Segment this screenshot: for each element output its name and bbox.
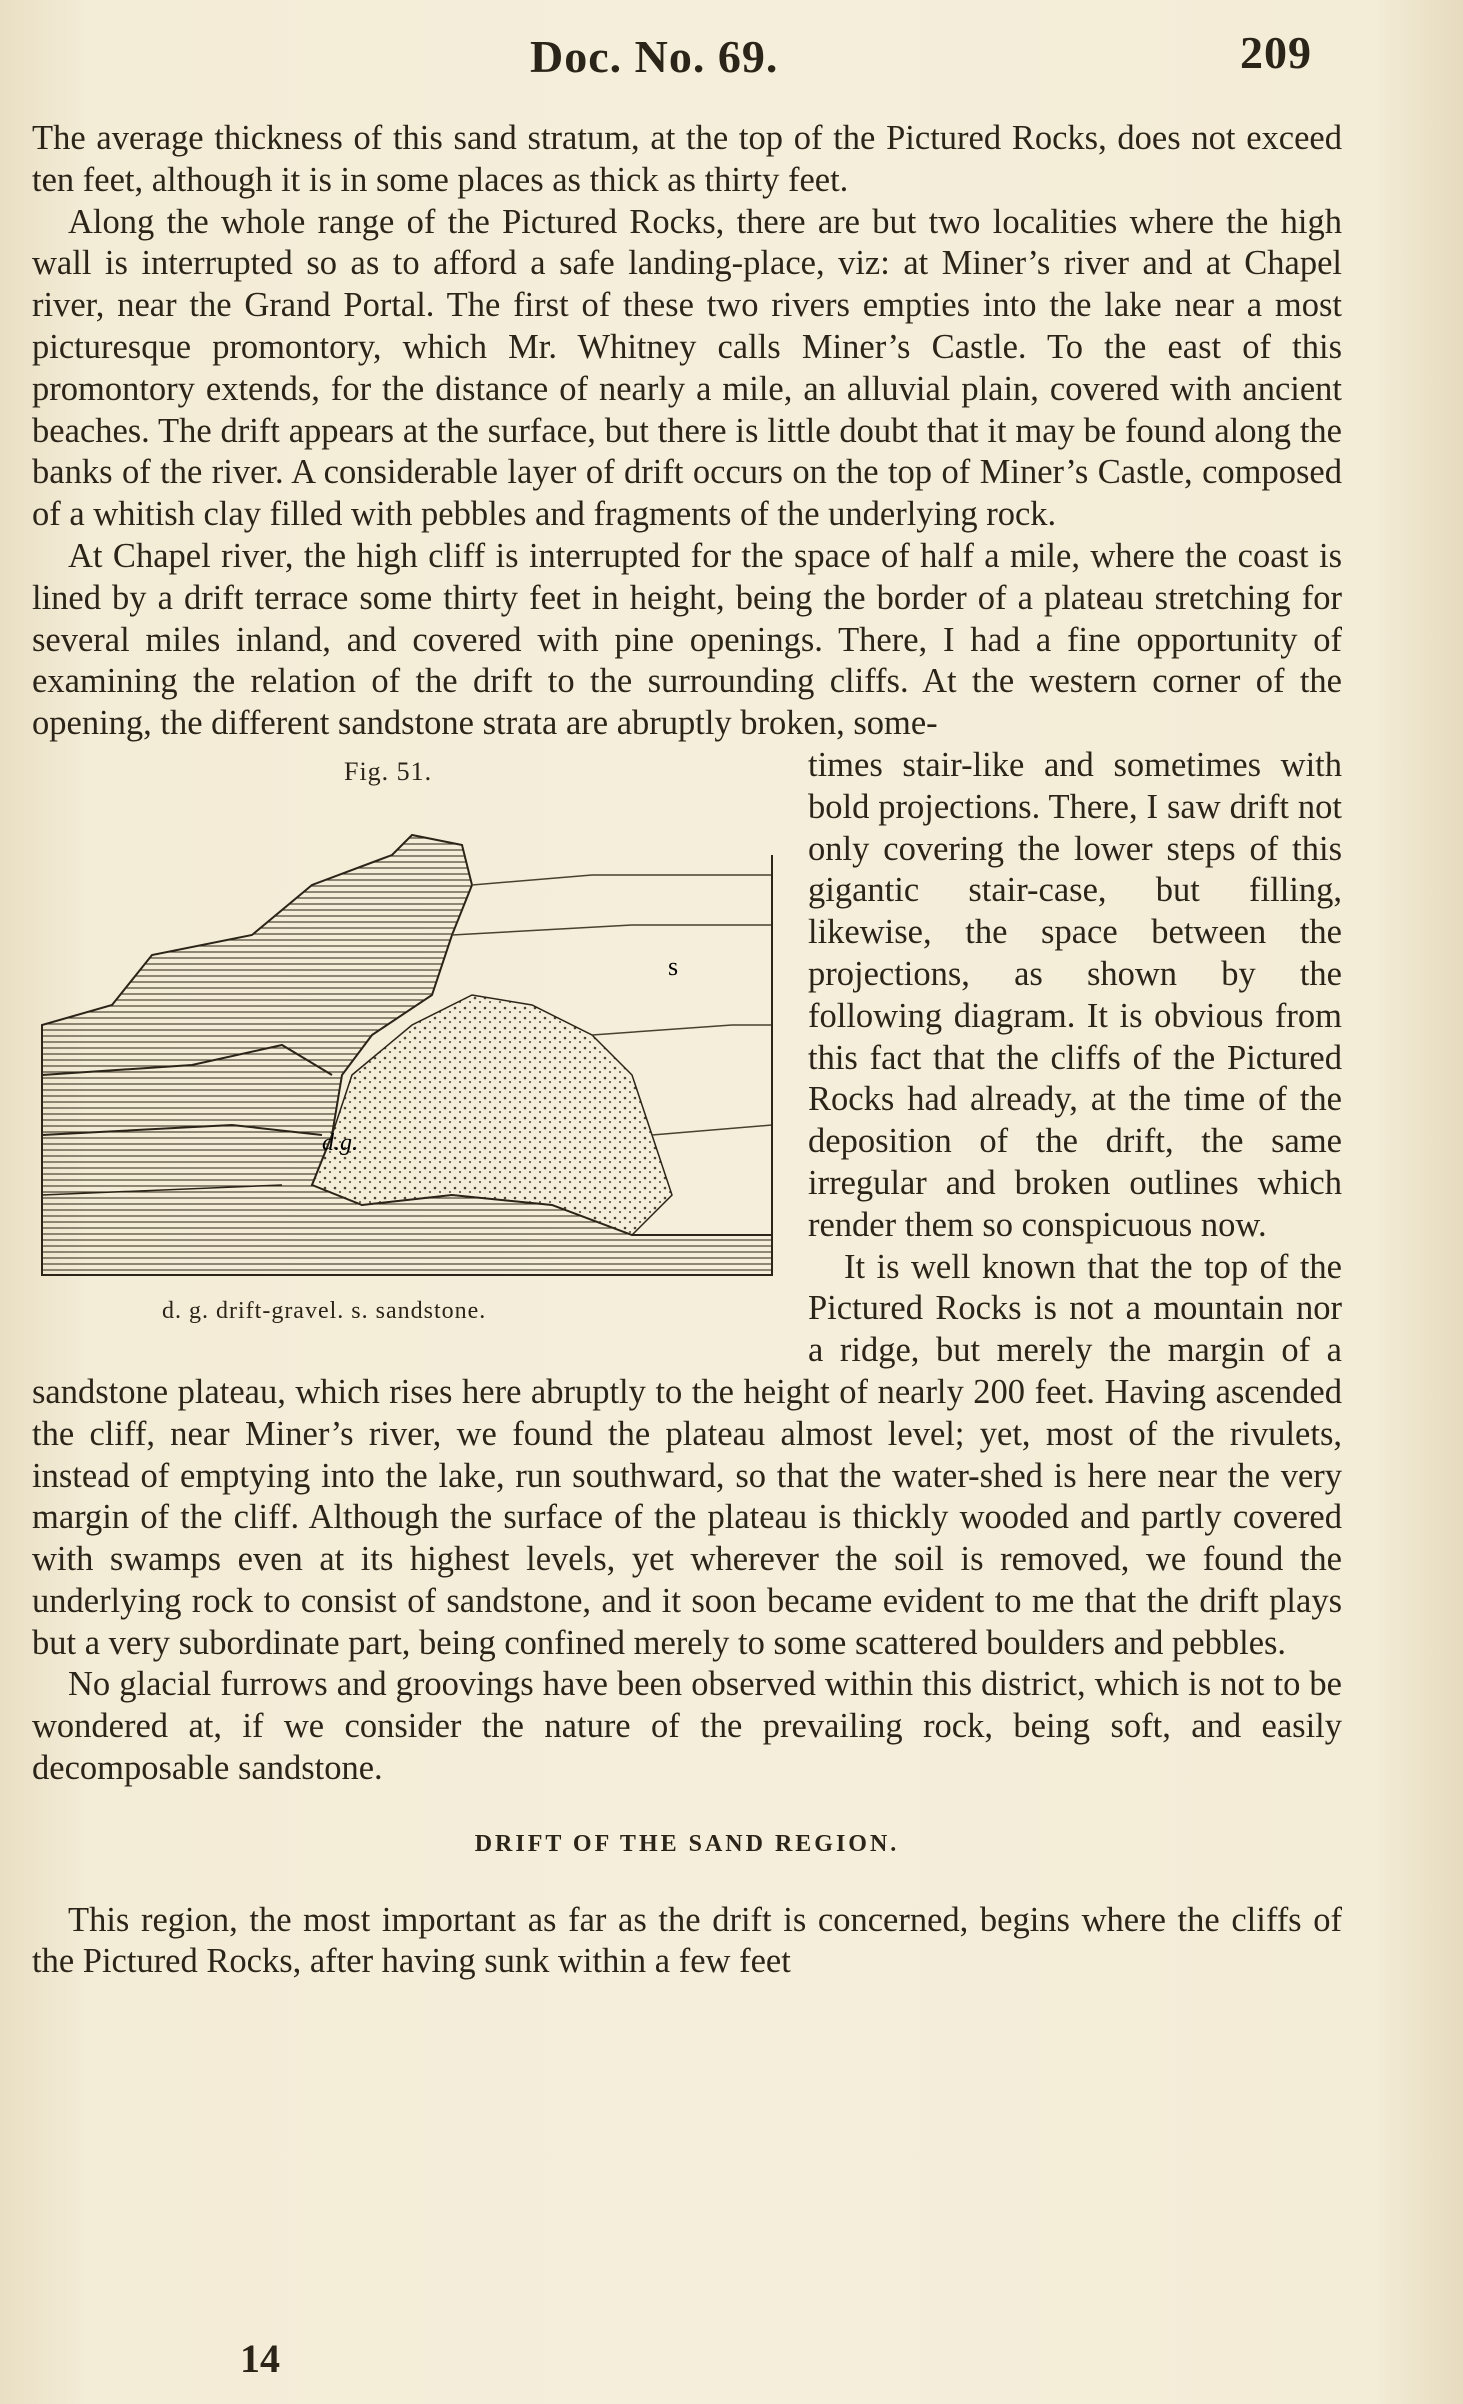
doc-number: Doc. No. 69. xyxy=(530,31,779,82)
figure-51 xyxy=(32,745,790,1337)
paragraph-2: Along the whole range of the Pictured Rocks, there are but two localities where the high wall is interrupted so as to afford a safe landing-place, viz: at Miner’s river and at Chapel river, near the Grand Portal. The first of these two rivers empties into the lake near a most picturesque promontory, which Mr. Whitney calls Miner’s Castle. To the east of this promontory extends, for the distance of nearly a mile, an alluvial plain, covered with ancient beaches. The drift appears at the surface, but there is little doubt that it may be found along the banks of the river. A considerable layer of drift occurs on the top of Miner’s Castle, composed of a whitish clay filled with pebbles and fragments of the underlying rock. xyxy=(32,202,1342,534)
label-dg: d.g. xyxy=(322,1129,358,1156)
section-heading: DRIFT OF THE SAND REGION. xyxy=(474,1830,900,1857)
paragraph-4: It is well known that the top of the Pictured Rocks is not a mountain nor a ridge, but merely the margin of a sandstone plateau, which rises here abruptly to the height of nearly 200 feet. Having ascended the cliff, near Miner’s river, we found the plateau almost level; yet, most of the rivulets, instead of emptying into the lake, run southward, so that the water-shed is here near the very margin of the cliff. Although the surface of the plateau is thickly wooded and partly covered with swamps even at its highest levels, yet wherever the soil is removed, we found the underlying rock to consist of sandstone, and it soon became evident to me that the drift plays but a very subordinate part, being confined merely to some scattered boulders and pebbles. xyxy=(32,1247,1342,1662)
page-number: 209 xyxy=(1240,27,1312,78)
signature-mark: 14 xyxy=(240,2336,280,2381)
label-s: s xyxy=(668,951,679,981)
page-header xyxy=(0,20,1463,90)
paragraph-3a: At Chapel river, the high cliff is interrupted for the space of half a mile, where the coast is lined by a drift terrace some thirty feet in height, being the border of a plateau stretching for several miles inland, and covered with pine openings. There, I had a fine opportunity of examining the relation of the drift to the surrounding cliffs. At the western corner of the opening, the different sandstone strata are abruptly broken, some- xyxy=(32,536,1342,743)
paragraph-5: No glacial furrows and groovings have been observed within this district, which is not to be wondered at, if we consider the nature of the prevailing rock, being soft, and easily decomposable sandstone. xyxy=(32,1665,1342,1788)
figure-title: Fig. 51. xyxy=(344,756,433,786)
cliff-diagram xyxy=(32,775,790,1285)
body-text xyxy=(32,118,1342,1983)
paragraph-3b: times stair-like and sometimes with bold projections. There, I saw drift not only covering the lower steps of this gigantic stair-case, but filling, likewise, the space between the projections, as shown by the following diagram. It is obvious from this fact that the cliffs of the Pictured Rocks had already, at the time of the deposition of the drift, the same irregular and broken outlines which render them so conspicuous now. xyxy=(808,745,1342,1244)
paragraph-6: This region, the most important as far as the drift is concerned, begins where the cliffs of the Pictured Rocks, after having sunk within a few feet xyxy=(32,1900,1342,1981)
paragraph-1: The average thickness of this sand stratum, at the top of the Pictured Rocks, does not exceed ten feet, although it is in some places as thick as thirty feet. xyxy=(32,119,1342,199)
figure-caption: d. g. drift-gravel. s. sandstone. xyxy=(162,1297,487,1324)
